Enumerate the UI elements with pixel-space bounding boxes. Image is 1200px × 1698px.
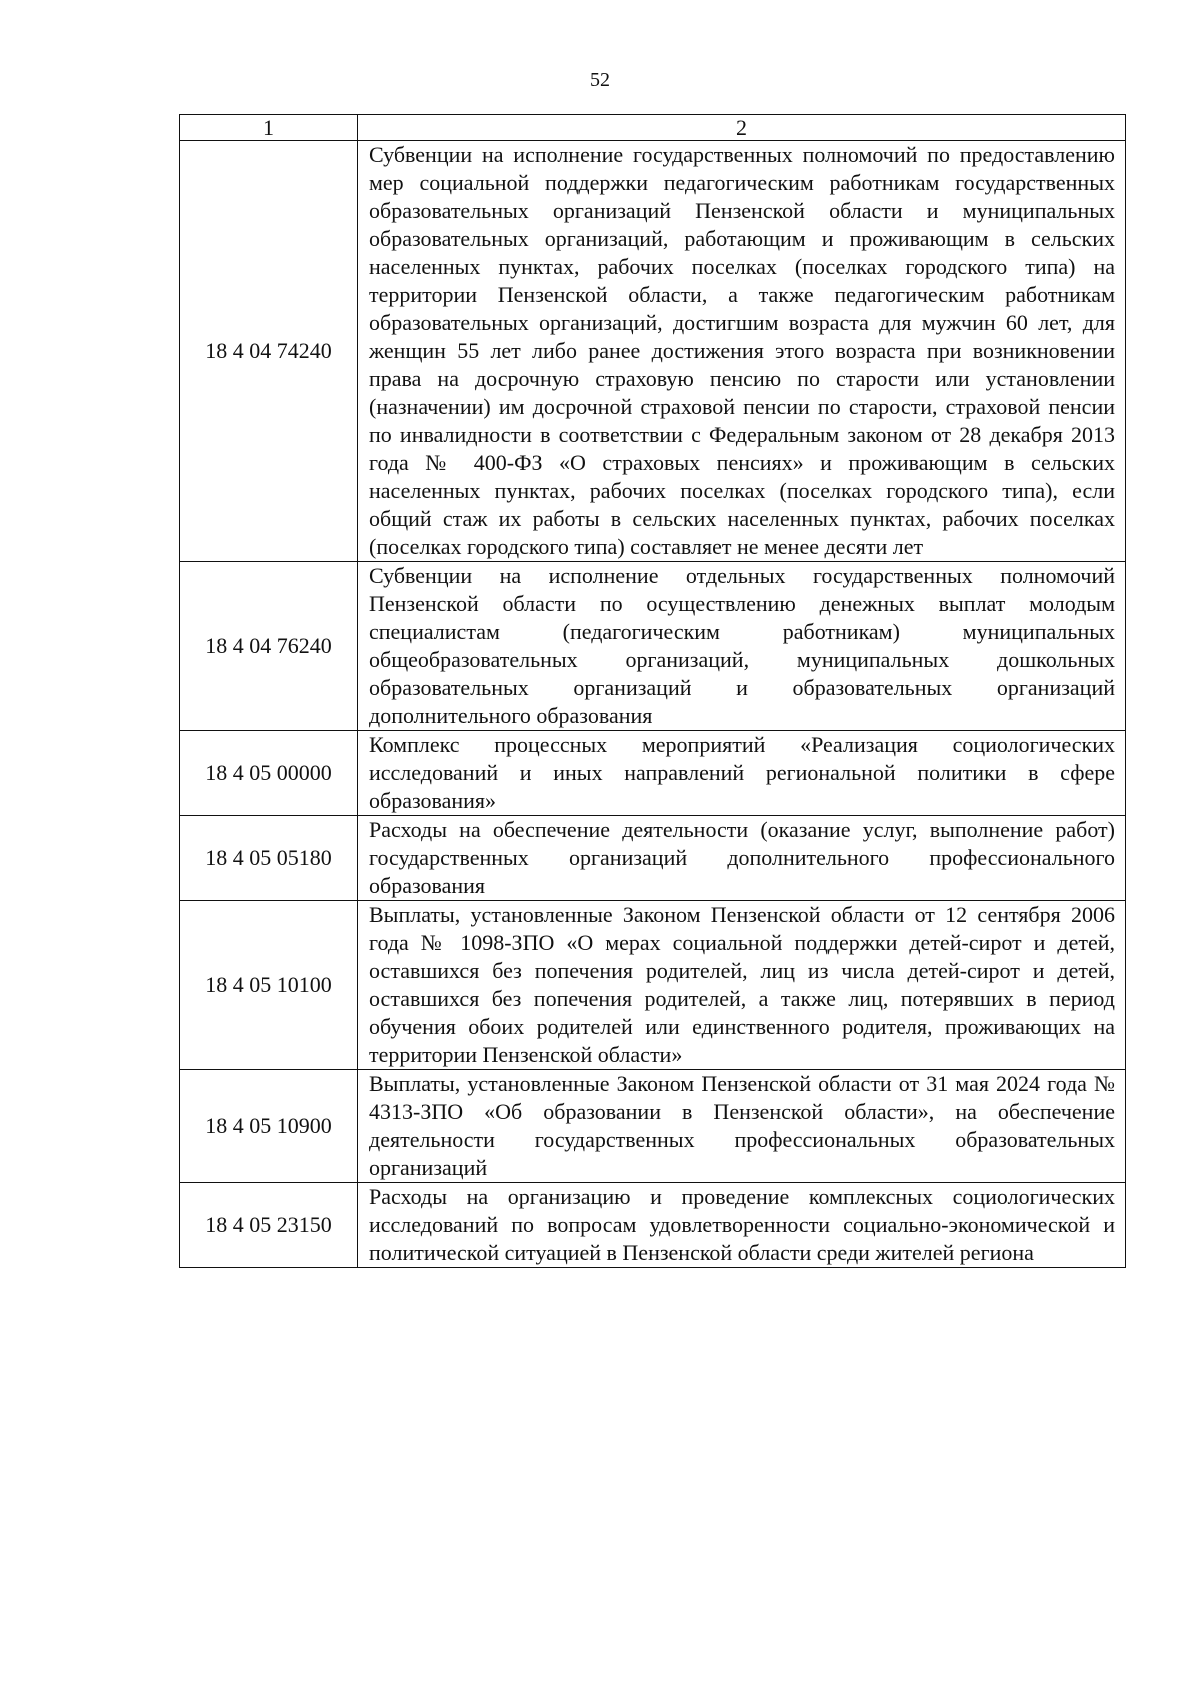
budget-code: 18 4 05 00000 — [180, 731, 358, 816]
page-number: 52 — [590, 69, 610, 91]
table-row — [180, 731, 1126, 816]
table-row — [180, 1070, 1126, 1183]
expense-description: Выплаты, установленные Законом Пензенской области от 31 мая 2024 года № 4313-ЗПО «Об образовании в Пензенской области», на обеспечение деятельности государственных профессиональных образовательных организаций — [358, 1070, 1126, 1183]
table-row — [180, 141, 1126, 562]
budget-code: 18 4 05 10900 — [180, 1070, 358, 1183]
table-row — [180, 562, 1126, 731]
budget-code: 18 4 04 74240 — [180, 141, 358, 562]
column-header-code: 1 — [180, 115, 358, 141]
table-row — [180, 816, 1126, 901]
expense-description: Субвенции на исполнение отдельных государственных полномочий Пензенской области по осуществлению денежных выплат молодым специалистам (педагогическим работникам) муниципальных общеобразовательных организаций, муниципальных дошкольных образовательных организаций и образовательных организаций дополнительного образования — [358, 562, 1126, 731]
expense-description: Выплаты, установленные Законом Пензенской области от 12 сентября 2006 года № 1098-ЗПО «О мерах социальной поддержки детей-сирот и детей, оставшихся без попечения родителей, лиц из числа детей-сирот и детей, оставшихся без попечения родителей, а также лиц, потерявших в период обучения обоих родителей или единственного родителя, проживающих на территории Пензенской области» — [358, 901, 1126, 1070]
expense-description: Расходы на организацию и проведение комплексных социологических исследований по вопросам удовлетворенности социально-экономической и политической ситуацией в Пензенской области среди жителей региона — [358, 1183, 1126, 1268]
budget-code-table — [179, 114, 1126, 1268]
expense-description: Субвенции на исполнение государственных полномочий по предоставлению мер социальной поддержки педагогическим работникам государственных образовательных организаций Пензенской области и муниципальных образовательных организаций, работающим и проживающим в сельских населенных пунктах, рабочих поселках (поселках городского типа) на территории Пензенской области, а также педагогическим работникам образовательных организаций, достигшим возраста для мужчин 60 лет, для женщин 55 лет либо ранее достижения этого возраста при возникновении права на досрочную страховую пенсию по старости или установлении (назначении) им досрочной страховой пенсии по старости, страховой пенсии по инвалидности в соответствии с Федеральным законом от 28 декабря 2013 года № 400-ФЗ «О страховых пенсиях» и проживающим в сельских населенных пунктах, рабочих поселках (поселках городского типа), если общий стаж их работы в сельских населенных пунктах, рабочих поселках (поселках городского типа) составляет не менее десяти лет — [358, 141, 1126, 562]
budget-code: 18 4 04 76240 — [180, 562, 358, 731]
budget-code: 18 4 05 23150 — [180, 1183, 358, 1268]
expense-description: Комплекс процессных мероприятий «Реализация социологических исследований и иных направлений региональной политики в сфере образования» — [358, 731, 1126, 816]
table-header-row — [180, 115, 1126, 141]
budget-code: 18 4 05 05180 — [180, 816, 358, 901]
expense-description: Расходы на обеспечение деятельности (оказание услуг, выполнение работ) государственных организаций дополнительного профессионального образования — [358, 816, 1126, 901]
table-row — [180, 1183, 1126, 1268]
column-header-description: 2 — [358, 115, 1126, 141]
budget-code: 18 4 05 10100 — [180, 901, 358, 1070]
table-row — [180, 901, 1126, 1070]
